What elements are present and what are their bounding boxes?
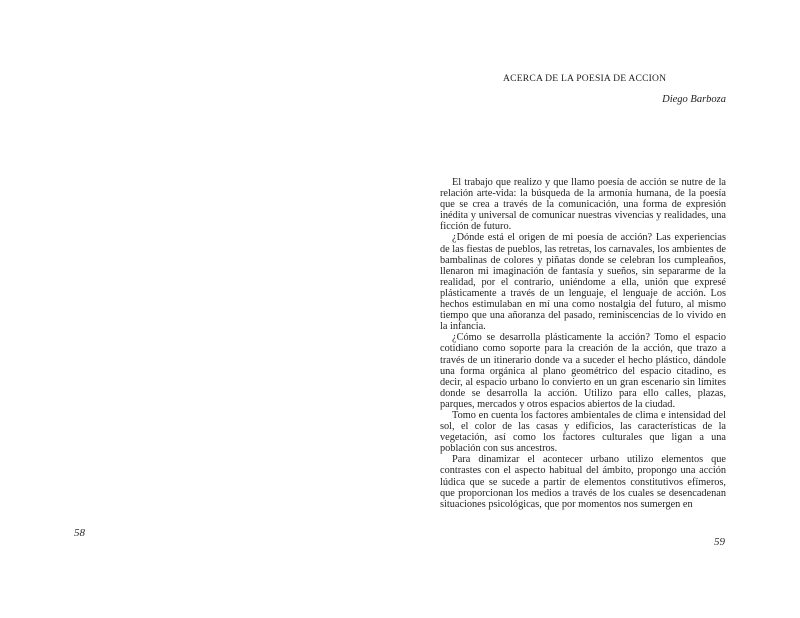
page-number-left: 58 [74,527,85,539]
paragraph: El trabajo que realizo y que llamo poesía de acción se nutre de la relación arte-vida: la búsqueda de la armonía humana, de la poesía que se crea a través de la comunicación, una forma de expresión inédita y universal de comunicar nuestras vivencias y realidades, una ficción de futuro. [440,177,726,233]
paragraph: ¿Dónde está el origen de mi poesía de acción? Las experiencias de las fiestas de pueblos, las retretas, los carnavales, los ambientes de bambalinas de colores y piñatas donde se celebran los cumpleaños, llenaron mi imaginación de fantasía y sueños, sin separarme de la realidad, por el contrario, uniéndome a ella, unión que expresé plásticamente a través de un lenguaje, el lenguaje de acción. Los hechos estimulaban en mí una como nostalgia del futuro, al mismo tiempo que una añoranza del pasado, reminiscencias de lo vivido en la infancia. [440,232,726,333]
right-page [400,0,800,618]
paragraph: ¿Cómo se desarrolla plásticamente la acción? Tomo el espacio cotidiano como soporte para la creación de la acción, que trazo a través de un itinerario donde va a suceder el hecho plástico, dándole una forma orgánica al plano geométrico del espacio citadino, es decir, al espacio urbano lo convierto en un gran escenario sin límites donde se desarrolla la acción. Utilizo para ello calles, plazas, parques, mercados y otros espacios abiertos de la ciudad. [440,332,726,410]
paragraph: Para dinamizar el acontecer urbano utilizo elementos que contrastes con el aspecto habitual del ámbito, propongo una acción lúdica que se sucede a partir de elementos constitutivos efímeros, que proporcionan los medios a través de los cuales se desencadenan situaciones psicológicas, que por momentos nos sumergen en [440,454,726,510]
article-author: Diego Barboza [662,94,726,105]
article-body [440,177,726,510]
article-title: ACERCA DE LA POESIA DE ACCION [503,73,667,84]
page-number-right: 59 [714,536,725,548]
paragraph: Tomo en cuenta los factores ambientales de clima e intensidad del sol, el color de las casas y edificios, las características de la vegetación, así como los factores culturales que ligan a una población con sus ancestros. [440,409,726,455]
